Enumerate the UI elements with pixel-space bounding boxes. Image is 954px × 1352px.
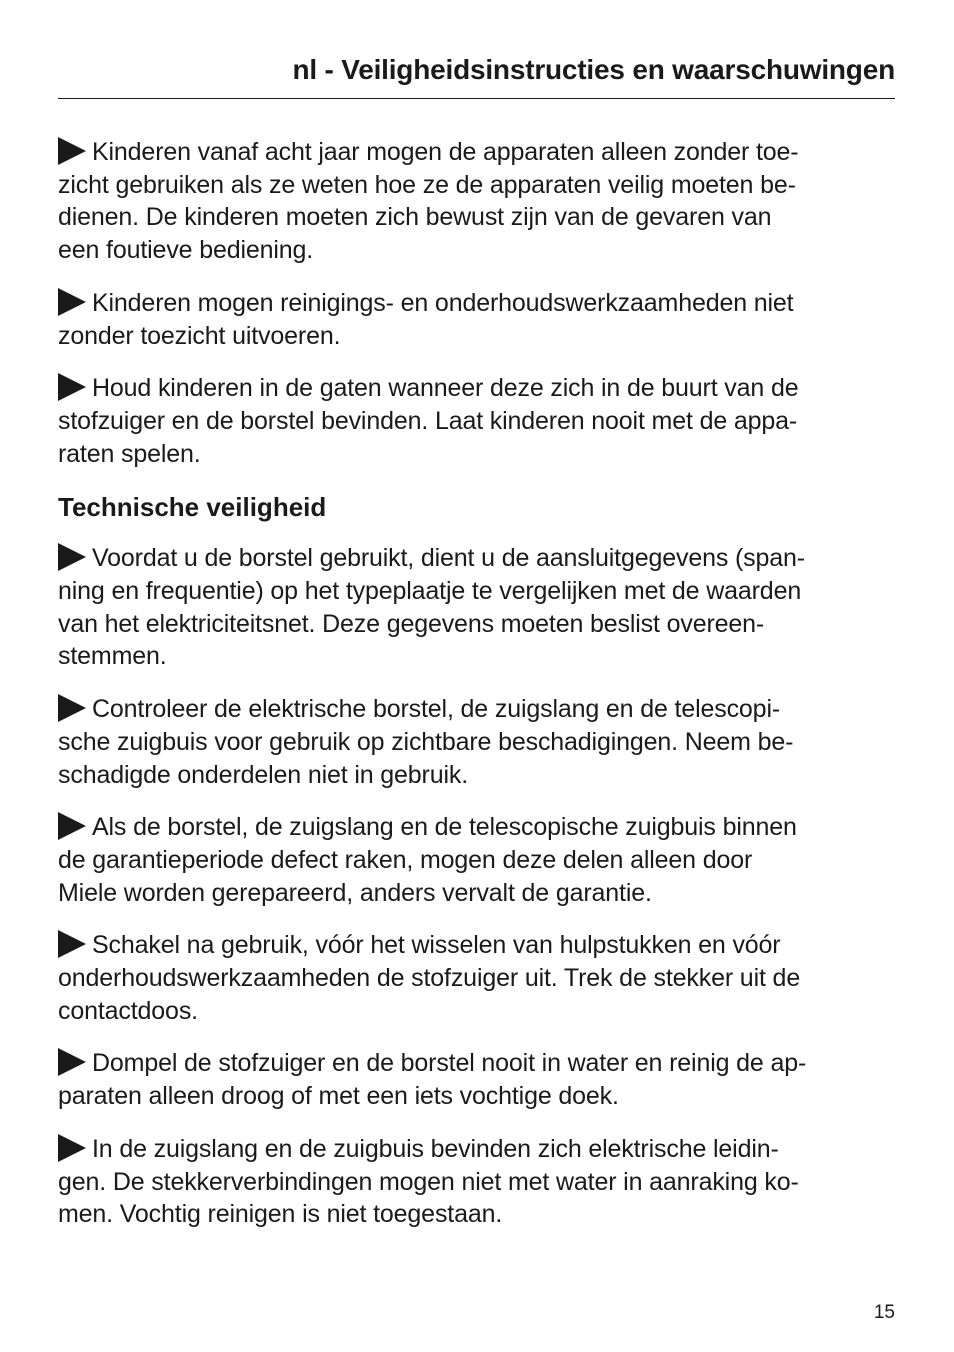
safety-paragraph [58,1133,898,1231]
safety-paragraph [58,1047,898,1112]
text-line: In de zuigslang en de zuigbuis bevinden zich elektrische leidin- [58,1133,898,1166]
text-line: onderhoudswerkzaamheden de stofzuiger uit. Trek de stekker uit de [58,964,801,993]
text-line: Controleer de elektrische borstel, de zuigslang en de telescopi- [58,693,898,726]
text-line: een foutieve bediening. [58,236,314,265]
text-line: zicht gebruiken als ze weten hoe ze de apparaten veilig moeten be- [58,170,796,199]
text-line: Kinderen vanaf acht jaar mogen de apparaten alleen zonder toe- [58,136,898,169]
page-number: 15 [873,1302,895,1323]
text-line: dienen. De kinderen moeten zich bewust zijn van de gevaren van [58,203,772,232]
safety-paragraph [58,811,898,909]
text-line: zonder toezicht uitvoeren. [58,321,341,350]
text-line: Kinderen mogen reinigings- en onderhoudswerkzaamheden niet [58,287,898,320]
text-line: paraten alleen droog of met een iets vochtige doek. [58,1082,619,1111]
text-line: sche zuigbuis voor gebruik op zichtbare beschadigingen. Neem be- [58,727,794,756]
text-line: Houd kinderen in de gaten wanneer deze zich in de buurt van de [58,372,898,405]
paragraph-group-technical [58,542,898,1231]
text-line: Dompel de stofzuiger en de borstel nooit in water en reinig de ap- [58,1047,898,1080]
text-line: men. Vochtig reinigen is niet toegestaan. [58,1200,503,1229]
safety-paragraph [58,542,898,673]
text-line: contactdoos. [58,996,198,1025]
safety-paragraph [58,693,898,791]
safety-paragraph [58,287,898,352]
text-line: stemmen. [58,642,167,671]
text-line: van het elektriciteitsnet. Deze gegevens moeten beslist overeen- [58,609,765,638]
arrow-bullet-icon [58,137,86,165]
safety-paragraph [58,929,898,1027]
arrow-bullet-icon [58,694,86,722]
text-line: de garantieperiode defect raken, mogen deze delen alleen door [58,845,753,874]
arrow-bullet-icon [58,288,86,316]
text-line: Voordat u de borstel gebruikt, dient u de aansluitgegevens (span- [58,542,898,575]
text-line: stofzuiger en de borstel bevinden. Laat kinderen nooit met de appa- [58,406,798,435]
page-title: nl - Veiligheidsinstructies en waarschuwingen [292,54,895,85]
page-header [58,52,895,99]
paragraph-group-children [58,136,898,470]
arrow-bullet-icon [58,1134,86,1162]
text-line: Miele worden gerepareerd, anders vervalt de garantie. [58,878,652,907]
text-line: raten spelen. [58,439,201,468]
text-line: ning en frequentie) op het typeplaatje te vergelijken met de waarden [58,577,802,606]
text-line: Als de borstel, de zuigslang en de telescopische zuigbuis binnen [58,811,898,844]
arrow-bullet-icon [58,543,86,571]
page-content [58,136,898,1251]
safety-paragraph [58,136,898,267]
arrow-bullet-icon [58,930,86,958]
text-line: schadigde onderdelen niet in gebruik. [58,760,469,789]
arrow-bullet-icon [58,812,86,840]
arrow-bullet-icon [58,373,86,401]
arrow-bullet-icon [58,1048,86,1076]
safety-paragraph [58,372,898,470]
text-line: gen. De stekkerverbindingen mogen niet met water in aanraking ko- [58,1167,799,1196]
text-line: Schakel na gebruik, vóór het wisselen van hulpstukken en vóór [58,929,898,962]
section-heading: Technische veiligheid [58,492,327,523]
